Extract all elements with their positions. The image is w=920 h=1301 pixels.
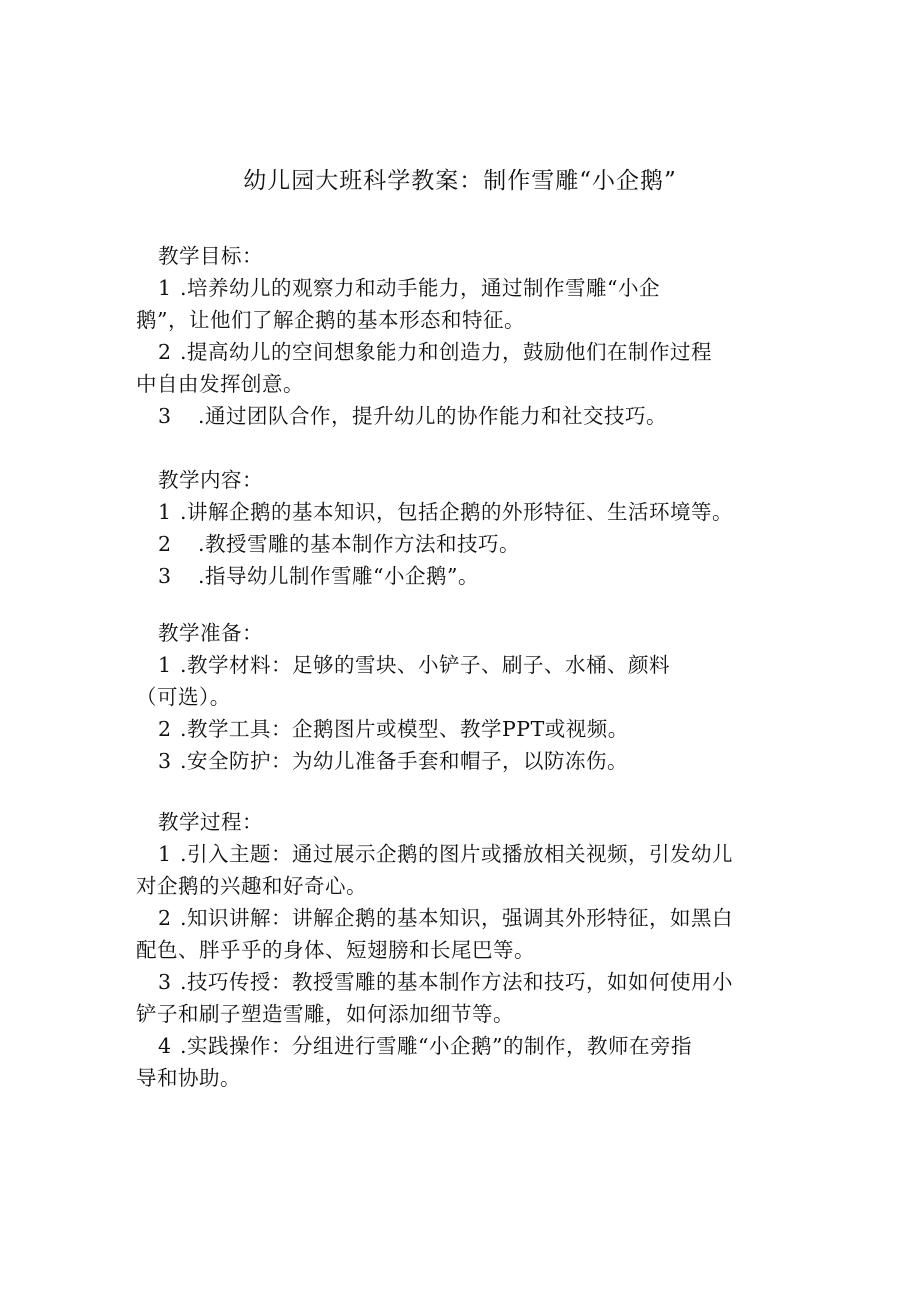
prep-item-1 — [158, 649, 670, 681]
item-text: .实践操作：分组进行雪雕“小企鹅”的制作，教师在旁指 — [180, 1034, 692, 1058]
item-number: 2 — [158, 717, 172, 741]
goals-item-2 — [158, 336, 712, 368]
item-number: 1 — [158, 653, 172, 677]
item-number: 3 — [158, 970, 172, 994]
item-text: .知识讲解：讲解企鹅的基本知识，强调其外形特征，如黑白 — [180, 906, 734, 930]
content-item-1 — [158, 496, 733, 528]
item-number: 3 — [158, 404, 172, 428]
content-item-2 — [158, 528, 520, 560]
item-text: .讲解企鹅的基本知识，包括企鹅的外形特征、生活环境等。 — [180, 500, 734, 524]
item-number: 3 — [158, 564, 172, 588]
item-number: 1 — [158, 842, 172, 866]
item-text: .引入主题：通过展示企鹅的图片或播放相关视频，引发幼儿 — [180, 842, 734, 866]
item-text: .教授雪雕的基本制作方法和技巧。 — [198, 532, 521, 556]
process-heading: 教学过程： — [158, 810, 263, 834]
item-number: 3 — [158, 749, 172, 773]
process-item-3-continued: 铲子和刷子塑造雪雕，如何添加细节等。 — [136, 1002, 514, 1026]
process-item-1-continued: 对企鹅的兴趣和好奇心。 — [136, 874, 367, 898]
item-number: 2 — [158, 906, 172, 930]
item-text: .指导幼儿制作雪雕“小企鹅”。 — [198, 564, 479, 588]
goals-item-1 — [158, 272, 660, 304]
prep-item-1-continued: （可选）。 — [136, 685, 231, 709]
process-item-2-continued: 配色、胖乎乎的身体、短翅膀和长尾巴等。 — [136, 938, 535, 962]
goals-item-1-continued: 鹅”，让他们了解企鹅的基本形态和特征。 — [136, 308, 525, 332]
goals-item-3 — [158, 400, 667, 432]
process-item-3 — [158, 966, 733, 998]
item-number: 4 — [158, 1034, 172, 1058]
item-number: 1 — [158, 500, 172, 524]
prep-item-3 — [158, 745, 628, 777]
goals-item-2-continued: 中自由发挥创意。 — [136, 372, 304, 396]
item-number: 1 — [158, 276, 172, 300]
item-text: .技巧传授：教授雪雕的基本制作方法和技巧，如如何使用小 — [180, 970, 734, 994]
content-heading: 教学内容： — [158, 468, 263, 492]
process-item-2 — [158, 902, 733, 934]
item-text: .通过团队合作，提升幼儿的协作能力和社交技巧。 — [198, 404, 668, 428]
item-text: .提高幼儿的空间想象能力和创造力，鼓励他们在制作过程 — [180, 340, 713, 364]
content-item-3 — [158, 560, 479, 592]
prep-item-2 — [158, 713, 629, 745]
goals-heading: 教学目标： — [158, 244, 263, 268]
process-item-1 — [158, 838, 733, 870]
item-text: .培养幼儿的观察力和动手能力，通过制作雪雕“小企 — [180, 276, 660, 300]
item-number: 2 — [158, 532, 172, 556]
process-item-4-continued: 导和协助。 — [136, 1066, 241, 1090]
item-text: .教学工具：企鹅图片或模型、教学PPT或视频。 — [180, 717, 629, 741]
process-item-4 — [158, 1030, 692, 1062]
item-number: 2 — [158, 340, 172, 364]
prep-heading: 教学准备： — [158, 621, 263, 645]
document-title: 幼儿园大班科学教案：制作雪雕“小企鹅” — [243, 168, 677, 194]
item-text: .安全防护：为幼儿准备手套和帽子，以防冻伤。 — [180, 749, 629, 773]
item-text: .教学材料：足够的雪块、小铲子、刷子、水桶、颜料 — [180, 653, 671, 677]
